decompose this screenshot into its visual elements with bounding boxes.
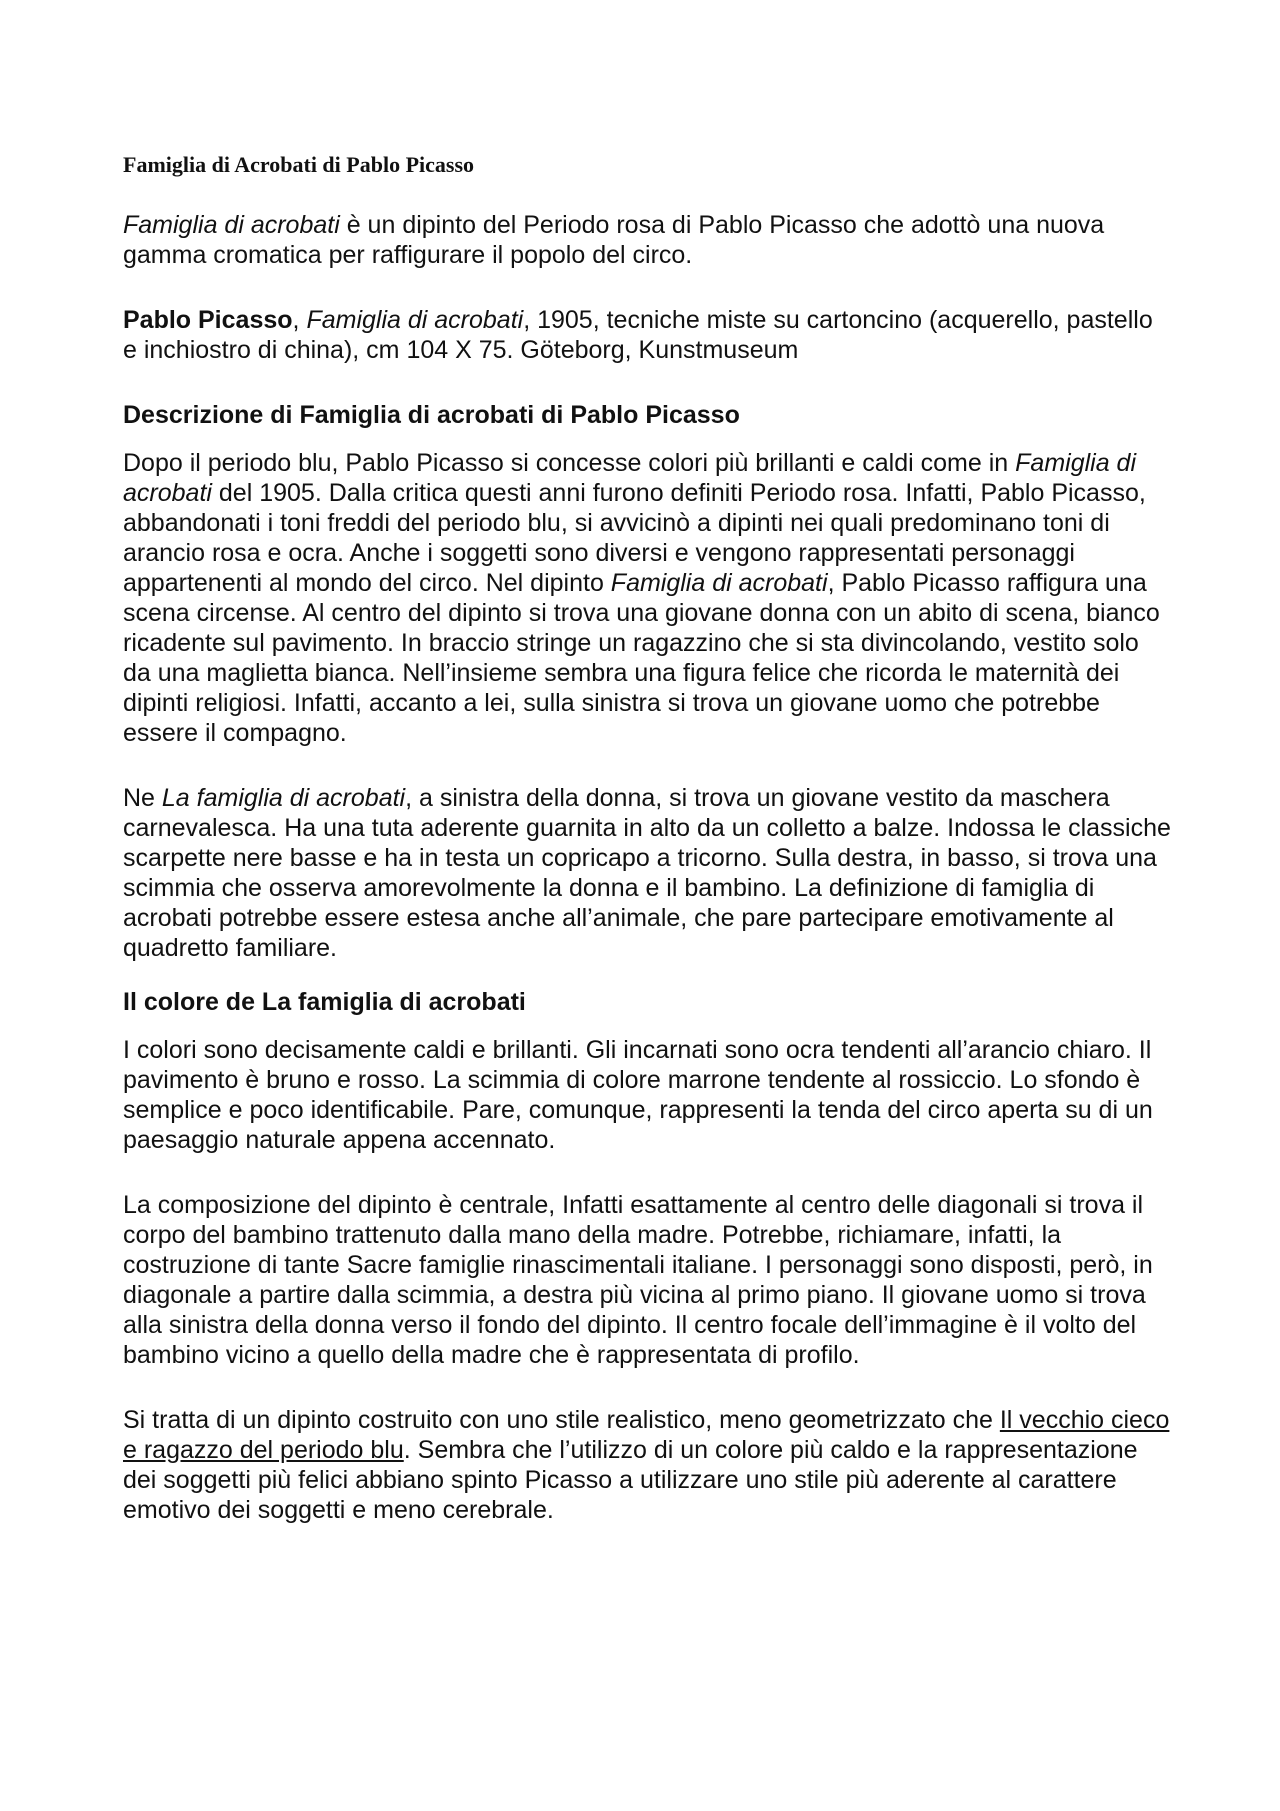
text-run: Dopo il periodo blu, Pablo Picasso si concesse colori più brillanti e caldi come in: [123, 449, 1016, 477]
descrizione-paragraph-1: [123, 448, 1173, 748]
colore-paragraph-1: I colori sono decisamente caldi e brillanti. Gli incarnati sono ocra tendenti all’arancio chiaro. Il pavimento è bruno e rosso. La scimmia di colore marrone tendente al rossiccio. Lo sfondo è semplice e poco identificabile. Pare, comunque, rappresenti la tenda del circo aperta su di un paesaggio naturale appena accennato.: [123, 1036, 1153, 1154]
descrizione-paragraph-2: [123, 783, 1173, 963]
text-run: , a sinistra della donna, si trova un giovane vestito da maschera carnevalesca. Ha una tuta aderente guarnita in alto da un colletto a balze. Indossa le classiche scarpette nere basse e ha in testa un copricapo a tricorno. Sulla destra, in basso, si trova una scimmia che osserva amorevolmente la donna e il bambino. La definizione di famiglia di acrobati potrebbe essere estesa anche all’animale, che pare partecipare emotivamente al quadretto familiare.: [123, 784, 1171, 962]
text-run: del 1905. Dalla critica questi anni furono definiti Periodo rosa. Infatti, Pablo Picasso, abbandonati i toni freddi del periodo blu, si avvicinò a dipinti nei quali predominano toni di arancio rosa e ocra. Anche i soggetti sono diversi e vengono rappresentati personaggi appartenenti al mondo del circo. Nel dipinto: [123, 479, 1146, 597]
artwork-caption: [123, 305, 1173, 365]
document-page: [123, 150, 1173, 1560]
section-heading-descrizione: Descrizione di Famiglia di acrobati di Pablo Picasso: [123, 401, 740, 429]
italic-title-run: La famiglia di acrobati: [161, 784, 406, 812]
text-run: . Sembra che l’utilizzo di un colore più caldo e la rappresentazione dei soggetti più felici abbiano spinto Picasso a utilizzare uno stile più aderente al carattere emotivo dei soggetti e meno cerebrale.: [123, 1436, 1138, 1524]
vecchio-cieco-link[interactable]: Il vecchio cieco e ragazzo del periodo blu: [123, 1406, 1170, 1464]
italic-title-run: Famiglia di acrobati: [610, 569, 828, 597]
text-run: Ne: [123, 784, 162, 812]
text-run: , Pablo Picasso raffigura una scena circense. Al centro del dipinto si trova una giovane donna con un abito di scena, bianco ricadente sul pavimento. In braccio stringe un ragazzino che si sta divincolando, vestito solo da una maglietta bianca. Nell’insieme sembra una figura felice che ricorda le maternità dei dipinti religiosi. Infatti, accanto a lei, sulla sinistra si trova un giovane uomo che potrebbe essere il compagno.: [123, 569, 1160, 747]
section-heading-colore: Il colore de La famiglia di acrobati: [123, 988, 526, 1016]
italic-title-run: Famiglia di acrobati: [123, 449, 1137, 507]
caption-work: Famiglia di acrobati: [306, 306, 524, 334]
document-title: Famiglia di Acrobati di Pablo Picasso: [123, 152, 475, 177]
caption-artist: Pablo Picasso: [123, 306, 293, 334]
colore-paragraph-3: [123, 1405, 1173, 1525]
text-run: Si tratta di un dipinto costruito con uno stile realistico, meno geometrizzato che: [123, 1406, 1000, 1434]
intro-paragraph: [123, 210, 1173, 270]
caption-separator: ,: [292, 306, 307, 334]
intro-italic-title: Famiglia di acrobati: [123, 211, 340, 239]
colore-paragraph-2: La composizione del dipinto è centrale, Infatti esattamente al centro delle diagonali si trova il corpo del bambino trattenuto dalla mano della madre. Potrebbe, richiamare, infatti, la costruzione di tante Sacre famiglie rinascimentali italiane. I personaggi sono disposti, però, in diagonale a partire dalla scimmia, a destra più vicina al primo piano. Il giovane uomo si trova alla sinistra della donna verso il fondo del dipinto. Il centro focale dell’immagine è il volto del bambino vicino a quello della madre che è rappresentata di profilo.: [123, 1191, 1153, 1369]
intro-text: è un dipinto del Periodo rosa di Pablo Picasso che adottò una nuova gamma cromatica per raffigurare il popolo del circo.: [123, 211, 1105, 269]
caption-details: , 1905, tecniche miste su cartoncino (acquerello, pastello e inchiostro di china), cm 104 X 75. Göteborg, Kunstmuseum: [123, 306, 1153, 364]
